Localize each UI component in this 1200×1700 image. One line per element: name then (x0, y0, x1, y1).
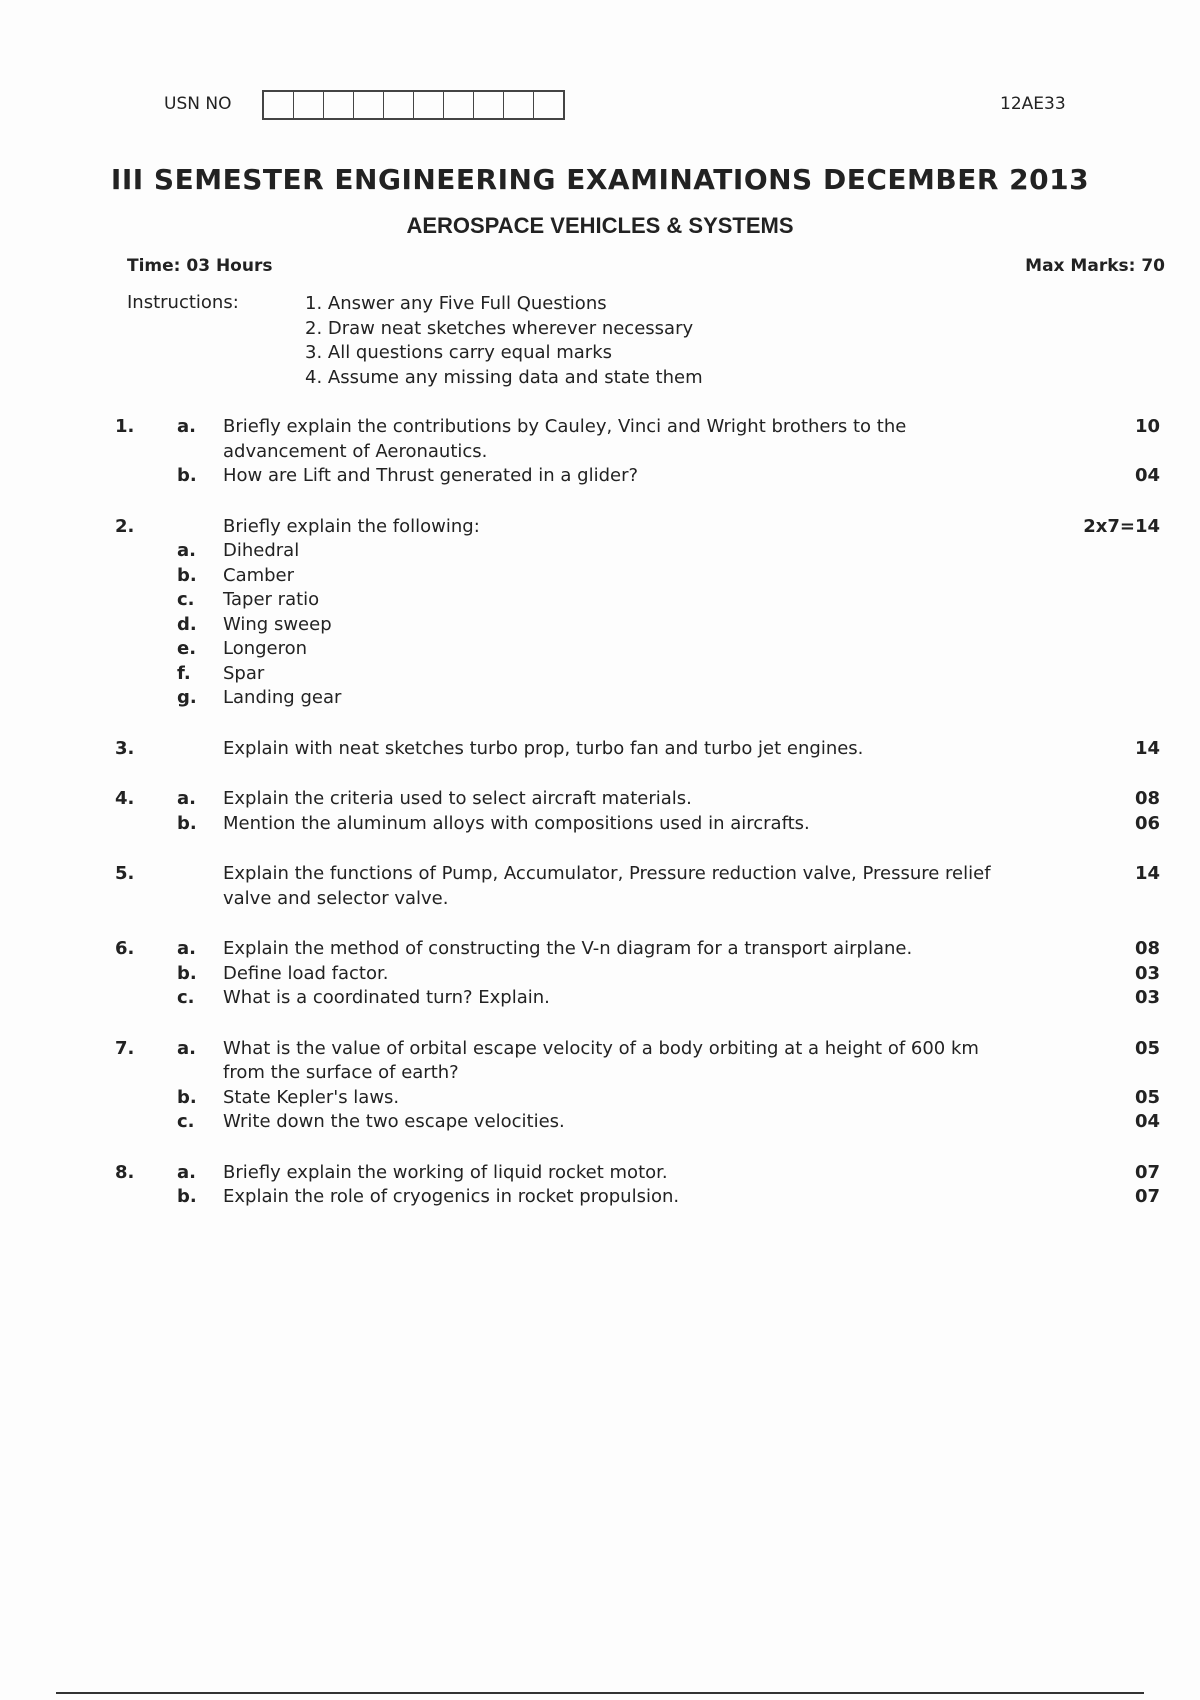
question-number: 4. (115, 788, 135, 809)
question-text: Wing sweep (223, 613, 332, 635)
part-label: e. (177, 638, 197, 659)
question-marks: 05 (1134, 1037, 1160, 1059)
part-label: d. (177, 613, 197, 635)
question-text: How are Lift and Thrust generated in a glider? (223, 465, 639, 486)
usn-box (354, 92, 384, 118)
part-label: a. (177, 938, 196, 959)
question-part (115, 737, 1160, 762)
question-part (115, 787, 1160, 812)
usn-box (534, 92, 563, 118)
instruction-item: 3. All questions carry equal marks (305, 342, 613, 363)
question-text: Explain the criteria used to select aircraft materials. (223, 788, 692, 809)
part-label: b. (177, 564, 197, 586)
question-text: Spar (223, 662, 265, 684)
question-1 (115, 415, 1160, 489)
question-text: Briefly explain the working of liquid rocket motor. (223, 1161, 668, 1183)
part-label: a. (177, 540, 196, 561)
question-marks: 07 (1134, 1161, 1160, 1183)
spacer (115, 761, 1160, 787)
question-number: 6. (115, 938, 135, 959)
question-3 (115, 737, 1160, 762)
question-2 (115, 515, 1160, 711)
question-marks: 10 (1134, 416, 1160, 437)
question-part (115, 686, 1160, 711)
question-marks: 07 (1134, 1186, 1160, 1207)
part-label: f. (177, 662, 191, 684)
question-part (115, 812, 1160, 837)
question-number: 3. (115, 737, 135, 759)
part-label: b. (177, 962, 197, 984)
part-label: c. (177, 589, 195, 610)
question-part (115, 464, 1160, 489)
spacer (115, 711, 1160, 737)
part-label: b. (177, 812, 197, 834)
question-marks: 04 (1134, 465, 1160, 486)
exam-time: Time: 03 Hours (127, 256, 273, 276)
question-part (115, 515, 1160, 540)
instructions-label: Instructions: (127, 292, 239, 313)
question-part (115, 986, 1160, 1011)
question-text: State Kepler's laws. (223, 1086, 400, 1108)
question-text: Briefly explain the following: (223, 515, 480, 537)
part-label: g. (177, 687, 197, 708)
spacer (115, 836, 1160, 862)
usn-label: USN NO (164, 94, 232, 114)
questions-list (115, 415, 1160, 1210)
part-label: a. (177, 416, 196, 437)
question-text: Camber (223, 564, 295, 586)
question-text: Explain the functions of Pump, Accumulator, Pressure reduction valve, Pressure relief valve and selector valve. (223, 863, 991, 909)
question-marks: 14 (1134, 863, 1160, 884)
question-part (115, 1086, 1160, 1111)
bottom-rule (56, 1692, 1144, 1694)
question-text: Taper ratio (223, 589, 320, 610)
instruction-item: 1. Answer any Five Full Questions (305, 293, 607, 314)
question-number: 2. (115, 515, 135, 537)
question-marks: 2x7=14 (1083, 515, 1160, 537)
question-part (115, 662, 1160, 687)
question-part (115, 415, 1160, 464)
question-text: Dihedral (223, 540, 300, 561)
question-part (115, 1110, 1160, 1135)
usn-box (414, 92, 444, 118)
question-text: Explain the method of constructing the V-n diagram for a transport airplane. (223, 938, 913, 959)
part-label: c. (177, 1111, 195, 1132)
usn-box (474, 92, 504, 118)
question-part (115, 539, 1160, 564)
question-8 (115, 1161, 1160, 1210)
part-label: b. (177, 465, 197, 486)
part-label: a. (177, 1037, 196, 1059)
question-text: Mention the aluminum alloys with compositions used in aircrafts. (223, 812, 810, 834)
spacer (115, 911, 1160, 937)
question-number: 8. (115, 1161, 135, 1183)
question-text: Write down the two escape velocities. (223, 1111, 565, 1132)
question-part (115, 588, 1160, 613)
question-6 (115, 937, 1160, 1011)
part-label: b. (177, 1086, 197, 1108)
spacer (115, 1011, 1160, 1037)
question-5 (115, 862, 1160, 911)
question-part (115, 937, 1160, 962)
usn-box (324, 92, 354, 118)
spacer (115, 1135, 1160, 1161)
question-part (115, 637, 1160, 662)
question-text: Explain the role of cryogenics in rocket propulsion. (223, 1186, 680, 1207)
question-7 (115, 1037, 1160, 1135)
question-part (115, 613, 1160, 638)
instruction-item: 2. Draw neat sketches wherever necessary (305, 317, 694, 339)
usn-boxes (262, 90, 565, 120)
question-text: Explain with neat sketches turbo prop, turbo fan and turbo jet engines. (223, 737, 864, 759)
max-marks: Max Marks: 70 (1025, 256, 1165, 276)
usn-row (160, 88, 980, 120)
question-text: What is a coordinated turn? Explain. (223, 987, 550, 1008)
question-part (115, 564, 1160, 589)
instruction-item: 4. Assume any missing data and state them (305, 366, 703, 388)
exam-title: III SEMESTER ENGINEERING EXAMINATIONS DECEMBER 2013 (110, 163, 1090, 196)
usn-box (264, 92, 294, 118)
part-label: c. (177, 987, 195, 1008)
question-marks: 08 (1134, 938, 1160, 959)
question-number: 7. (115, 1037, 135, 1059)
part-label: a. (177, 1161, 196, 1183)
spacer (115, 489, 1160, 515)
subject-title: AEROSPACE VEHICLES & SYSTEMS (406, 213, 794, 238)
usn-box (444, 92, 474, 118)
question-number: 1. (115, 416, 135, 437)
question-marks: 04 (1134, 1111, 1160, 1132)
question-marks: 14 (1134, 737, 1160, 759)
question-marks: 03 (1134, 987, 1160, 1008)
question-text: Define load factor. (223, 962, 389, 984)
part-label: a. (177, 788, 196, 809)
question-part (115, 1185, 1160, 1210)
question-marks: 03 (1134, 962, 1160, 984)
question-text: Landing gear (223, 687, 342, 708)
question-marks: 08 (1134, 788, 1160, 809)
instructions-list (305, 292, 703, 390)
question-text: Longeron (223, 638, 308, 659)
usn-box (384, 92, 414, 118)
question-number: 5. (115, 863, 135, 884)
question-marks: 05 (1134, 1086, 1160, 1108)
subject-code: 12AE33 (1000, 94, 1066, 114)
usn-box (504, 92, 534, 118)
question-part (115, 1161, 1160, 1186)
question-text: Briefly explain the contributions by Cauley, Vinci and Wright brothers to the advancement of Aeronautics. (223, 416, 907, 462)
part-label: b. (177, 1186, 197, 1207)
question-4 (115, 787, 1160, 836)
usn-box (294, 92, 324, 118)
question-part (115, 862, 1160, 911)
question-marks: 06 (1134, 812, 1160, 834)
question-part (115, 1037, 1160, 1086)
question-text: What is the value of orbital escape velocity of a body orbiting at a height of 600 km from the surface of earth? (223, 1037, 979, 1083)
question-part (115, 962, 1160, 987)
